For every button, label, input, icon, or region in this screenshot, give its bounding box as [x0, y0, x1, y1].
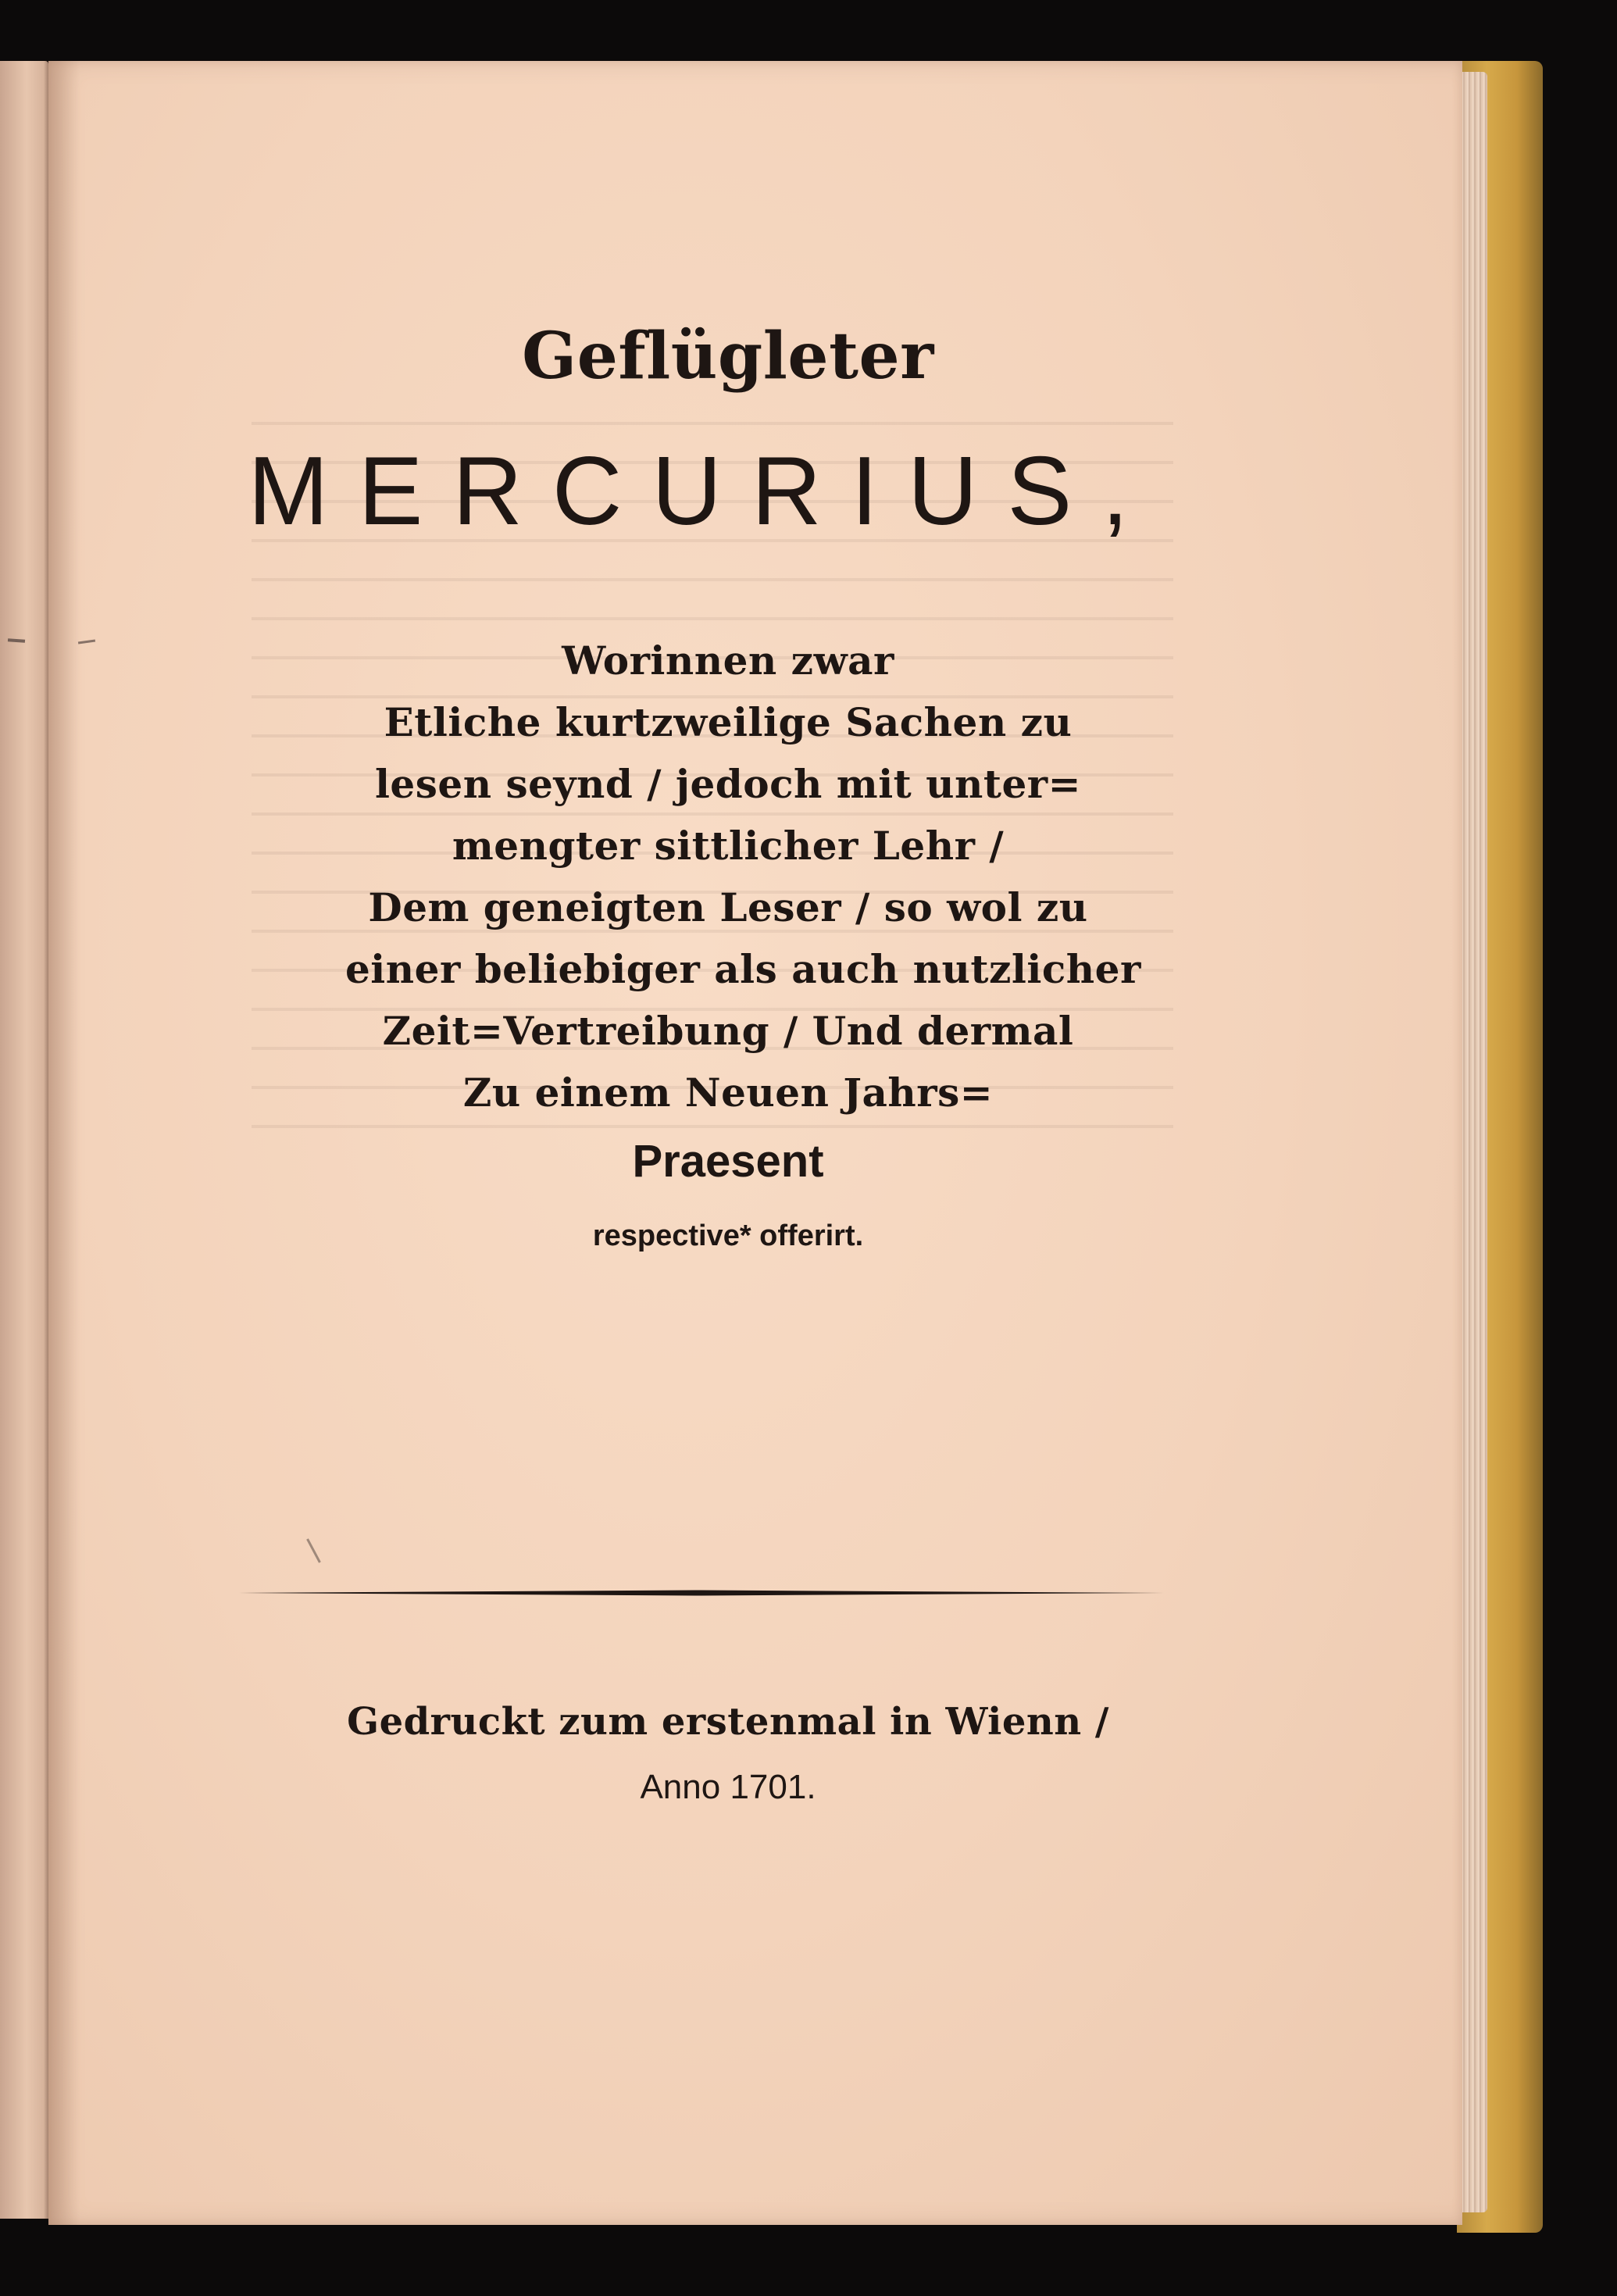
imprint-year: Anno 1701.: [640, 1768, 816, 1806]
body-line: Dem geneigten Leser / so wol zu: [368, 884, 1088, 930]
body-line: mengter sittlicher Lehr /: [452, 823, 1005, 869]
body-line: einer beliebiger als auch nutzlicher: [345, 946, 1141, 992]
respective-line: respective* offerirt.: [592, 1219, 864, 1252]
title-page: [48, 61, 1462, 2225]
body-line: Worinnen zwar: [562, 637, 894, 684]
body-line: lesen seynd / jedoch mit unter=: [374, 761, 1082, 807]
title-page-text: [48, 61, 1462, 2225]
left-page-edge: [0, 61, 48, 2219]
title-line-1: Geflügleter: [522, 319, 934, 394]
imprint-line: Gedruckt zum erstenmal in Wienn /: [347, 1700, 1109, 1744]
title-line-2: MERCURIUS,: [248, 437, 1158, 545]
ornamental-rule: [239, 1590, 1164, 1596]
praesent-heading: Praesent: [632, 1136, 824, 1187]
body-line: Zu einem Neuen Jahrs=: [462, 1069, 994, 1116]
body-line: Zeit=Vertreibung / Und dermal: [382, 1008, 1074, 1054]
body-line: Etliche kurtzweilige Sachen zu: [384, 699, 1073, 745]
